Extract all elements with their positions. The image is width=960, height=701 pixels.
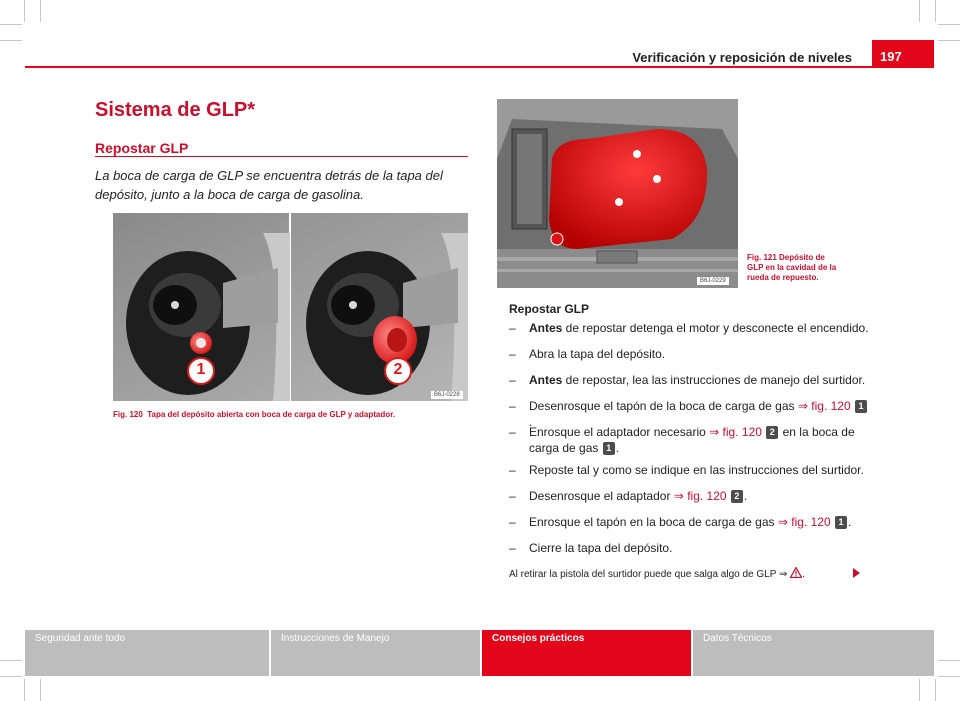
list-item: – Cierre la tapa del depósito. [509,541,673,555]
crop-mark [40,0,41,22]
callout-key: 2 [766,426,778,439]
figure-121-caption: Fig. 121 Depósito de GLP en la cavidad de la rueda de repuesto. [747,253,837,282]
header-rule [25,66,934,68]
figure-label-2: 2 [393,361,403,378]
callout-key: 1 [603,442,615,455]
tab-instrucciones[interactable]: Instrucciones de Manejo [271,630,480,676]
figure-code: B6J-0228 [431,391,463,399]
tab-datos[interactable]: Datos Técnicos [693,630,934,676]
list-item: – Desenrosque el adaptador ⇒ fig. 120 2 . [509,489,748,503]
list-item: – Abra la tapa del depósito. [509,347,666,361]
list-item: – Antes de repostar, lea las instrucciones de manejo del surtidor. [509,373,866,387]
callout-key: 2 [731,490,743,503]
warning-icon[interactable] [790,567,802,578]
list-item: – Desenrosque el tapón de la boca de carga de gas ⇒ fig. 120 1. [509,398,869,430]
subtitle-rule [95,156,468,157]
intro-text: La boca de carga de GLP se encuentra detrás de la tapa del depósito, junto a la boca de carga de gasolina. [95,168,443,202]
crop-mark [0,40,22,41]
figure-code: B6J-0229 [697,277,729,285]
list-item: – Reposte tal y como se indique en las instrucciones del surtidor. [509,463,864,477]
figure-reference-link[interactable]: ⇒ fig. 120 [709,425,762,439]
procedure-title: Repostar GLP [509,302,590,316]
callout-key: 1 [835,516,847,529]
crop-mark [0,676,22,677]
crop-mark [919,0,920,22]
figure-120-image [113,213,468,401]
continue-arrow-icon[interactable] [853,568,860,578]
crop-mark [938,24,960,25]
figure-label-1: 1 [196,361,206,378]
section-subtitle: Repostar GLP [95,140,189,156]
figure-reference-link[interactable]: ⇒ fig. 120 [797,399,851,413]
crop-mark [919,679,920,701]
section-title: Verificación y reposición de niveles [632,50,852,65]
crop-mark [938,676,960,677]
crop-mark [935,0,936,22]
warning-note: Al retirar la pistola del surtidor puede que salga algo de GLP ⇒ . [509,569,805,580]
page-number: 197 [872,40,934,68]
tab-seguridad[interactable]: Seguridad ante todo [25,630,269,676]
figure-120-caption: Fig. 120 Tapa del depósito abierta con boca de carga de GLP y adaptador. [113,410,396,419]
crop-mark [24,0,25,22]
crop-mark [0,660,22,661]
list-item: – Enrosque el adaptador necesario ⇒ fig. 120 2 en la boca de carga de gas 1 . [509,425,855,455]
crop-mark [938,40,960,41]
figure-reference-link[interactable]: ⇒ fig. 120 [777,515,831,529]
crop-mark [40,679,41,701]
crop-mark [24,679,25,701]
list-item: – Enrosque el tapón en la boca de carga de gas ⇒ fig. 120 1 . [509,515,852,529]
page-title: Sistema de GLP* [95,99,256,121]
list-item: – Antes de repostar detenga el motor y desconecte el encendido. [509,321,869,335]
callout-key: 1 [855,400,867,413]
tab-consejos[interactable]: Consejos prácticos [482,630,691,676]
figure-121-image [497,99,738,288]
crop-mark [935,679,936,701]
figure-reference-link[interactable]: ⇒ fig. 120 [673,489,727,503]
crop-mark [0,24,22,25]
crop-mark [938,660,960,661]
